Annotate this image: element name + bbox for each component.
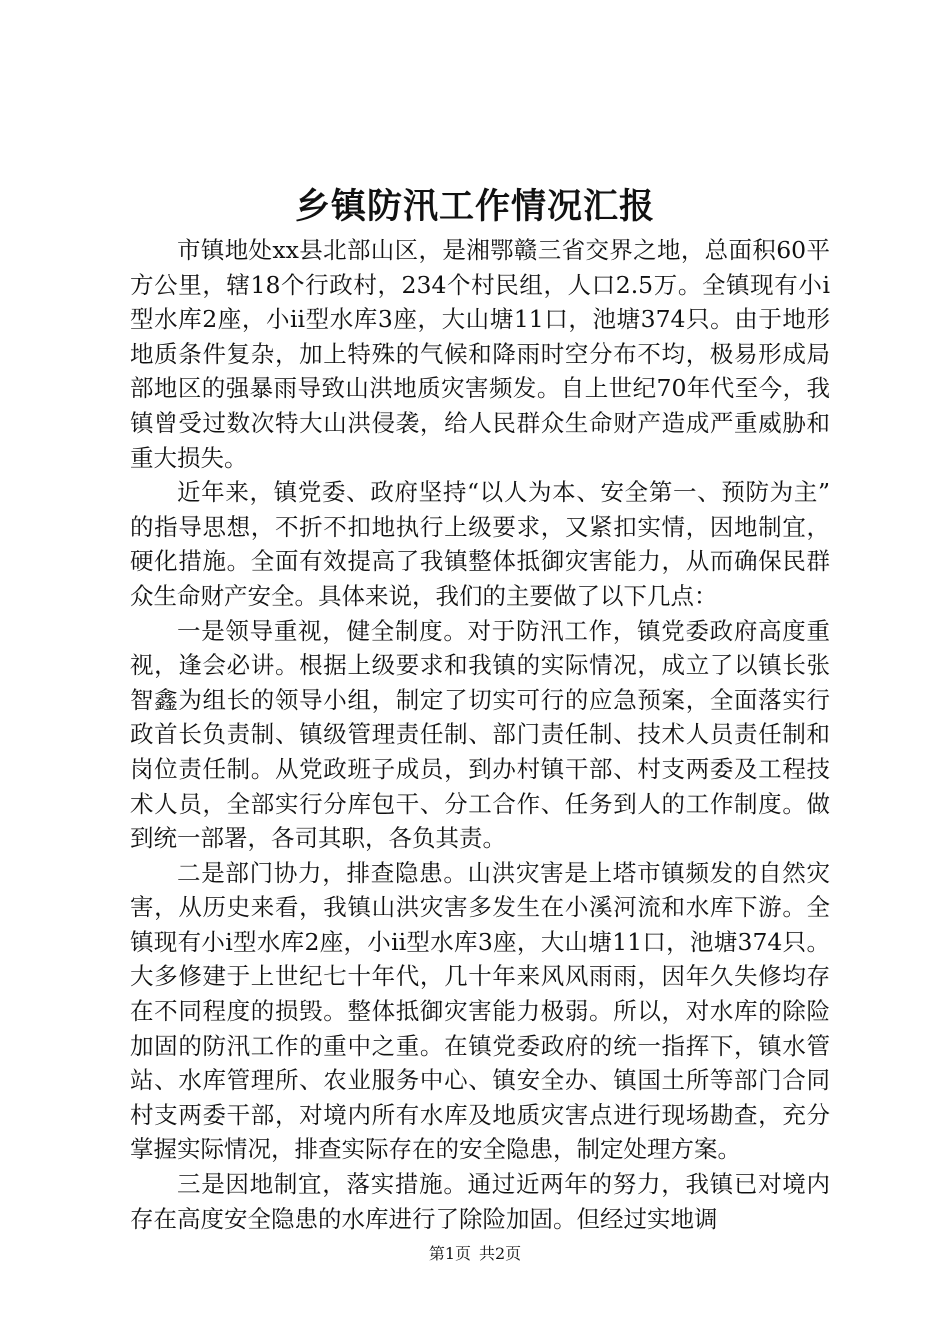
document-body [130, 233, 830, 1236]
paragraph-guiding-ideas: 近年来，镇党委、政府坚持“以人为本、安全第一、预防为主”的指导思想，不折不扣地执行上级要求，又紧扣实情，因地制宜，硬化措施。全面有效提高了我镇整体抵御灾害能力，从而确保民群众生命财产安全。具体来说，我们的主要做了以下几点： [130, 478, 830, 610]
paragraph-measures: 三是因地制宜，落实措施。通过近两年的努力，我镇已对境内存在高度安全隐患的水库进行了除险加固。但经过实地调 [130, 1170, 830, 1233]
paragraph-hazard-inspection: 二是部门协力，排查隐患。山洪灾害是上塔市镇频发的自然灾害，从历史来看，我镇山洪灾害多发生在小溪河流和水库下游。全镇现有小ⅰ型水库2座，小ⅱ型水库3座，大山塘11口，池塘374只。大多修建于上世纪七十年代，几十年来风风雨雨，因年久失修均存在不同程度的损毁。整体抵御灾害能力极弱。所以，对水库的除险加固的防汛工作的重中之重。在镇党委政府的统一指挥下，镇水管站、水库管理所、农业服务中心、镇安全办、镇国土所等部门合同村支两委干部，对境内所有水库及地质灾害点进行现场勘查，充分掌握实际情况，排查实际存在的安全隐患，制定处理方案。 [130, 858, 830, 1164]
page-total: 共2页 [479, 1244, 522, 1263]
page-footer [0, 1244, 950, 1264]
page-number: 第1页 [428, 1244, 471, 1263]
paragraph-overview: 市镇地处xx县北部山区，是湘鄂赣三省交界之地，总面积60平方公里，辖18个行政村，234个村民组，人口2.5万。全镇现有小ⅰ型水库2座，小ⅱ型水库3座，大山塘11口，池塘374只。由于地形地质条件复杂，加上特殊的气候和降雨时空分布不均，极易形成局部地区的强暴雨导致山洪地质灾害频发。自上世纪70年代至今，我镇曾受过数次特大山洪侵袭，给人民群众生命财产造成严重威胁和重大损失。 [130, 236, 830, 472]
document-title: 乡镇防汛工作情况汇报 [294, 186, 655, 227]
paragraph-leadership: 一是领导重视，健全制度。对于防汛工作，镇党委政府高度重视，逢会必讲。根据上级要求和我镇的实际情况，成立了以镇长张智鑫为组长的领导小组，制定了切实可行的应急预案，全面落实行政首长负责制、镇级管理责任制、部门责任制、技术人员责任制和岗位责任制。从党政班子成员，到办村镇干部、村支两委及工程技术人员，全部实行分库包干、分工合作、任务到人的工作制度。做到统一部署，各司其职，各负其责。 [130, 616, 830, 853]
